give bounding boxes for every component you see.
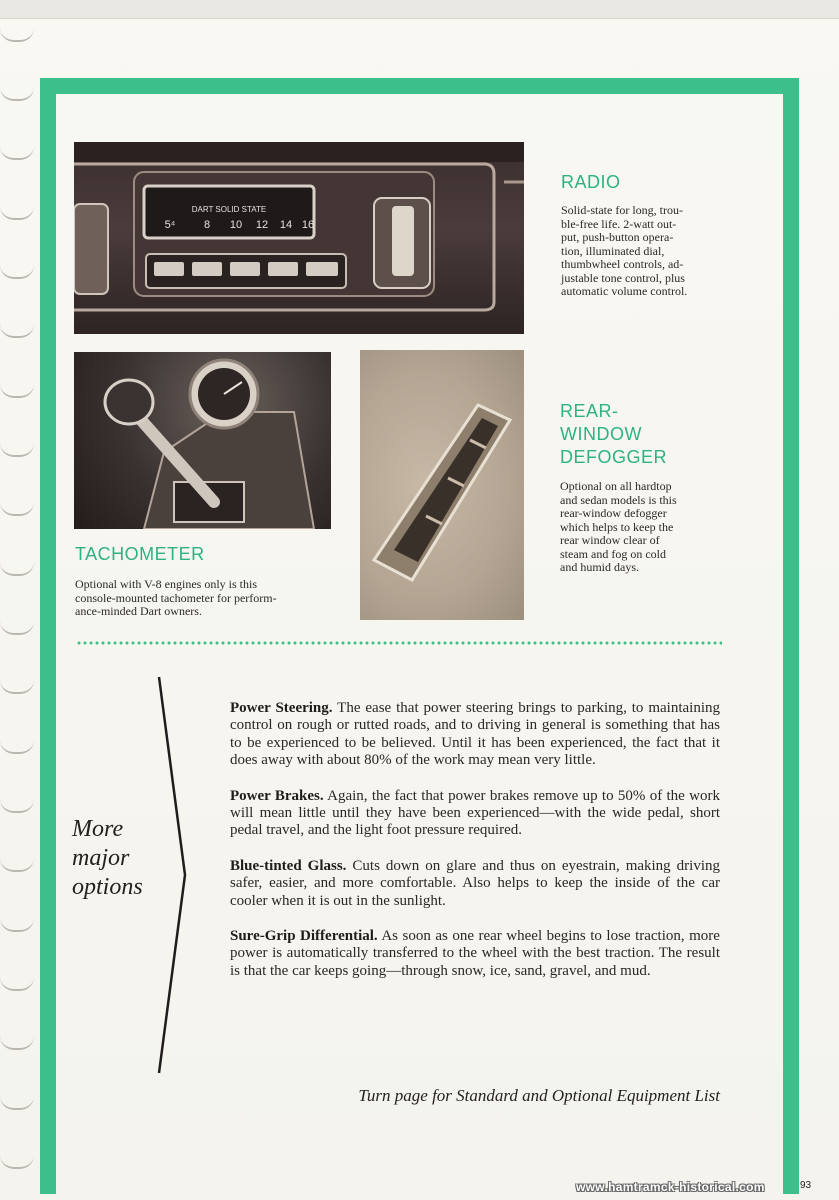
caption-line: Solid-state for long, trou-	[561, 203, 683, 217]
binder-hole	[0, 443, 34, 457]
caption-line: and sedan models is this	[560, 492, 677, 507]
binder-hole	[0, 502, 34, 516]
bracket-chevron	[155, 675, 195, 1075]
heading-line: DEFOGGER	[560, 447, 668, 467]
caption-line: ance-minded Dart owners.	[75, 604, 202, 618]
binder-hole	[0, 858, 34, 872]
option-text: As soon as one rear wheel begins to lose traction, more power is automatically transferred to the wheel with the best traction. The result is that the car keeps going—through snow, ice, sand, gravel, and mud.	[230, 928, 720, 979]
caption-line: Optional on all hardtop	[560, 479, 672, 493]
title-line: More	[72, 816, 124, 842]
top-page-edge	[0, 0, 839, 19]
option-text: Again, the fact that power brakes remove up to 50% of the work will mean little until they have been experienced—with the wide pedal, short pedal travel, and the light foot pressure required.	[230, 787, 720, 839]
heading-line: WINDOW	[560, 424, 642, 444]
binder-hole	[0, 799, 34, 813]
title-line: options	[72, 874, 143, 900]
options-list	[230, 700, 720, 998]
caption-line: put, push-button opera-	[561, 230, 674, 244]
caption-line: Optional with V-8 engines only is this	[75, 577, 258, 591]
dial-number: 14	[279, 219, 293, 231]
radio-photo	[74, 142, 524, 334]
option-paragraph	[230, 928, 720, 980]
heading-line: REAR-	[560, 401, 619, 421]
page-number: 93	[800, 1180, 812, 1191]
dotted-divider	[76, 641, 722, 645]
binder-hole	[0, 384, 34, 398]
binder-hole	[0, 918, 34, 932]
option-name: Power Steering.	[230, 700, 333, 716]
caption-line: ble-free life. 2-watt out-	[561, 216, 677, 231]
binder-hole	[0, 87, 34, 101]
dial-number: 10	[229, 219, 243, 231]
binder-hole	[0, 740, 34, 754]
binder-hole	[0, 562, 34, 576]
option-paragraph	[230, 788, 720, 840]
binder-hole	[0, 28, 34, 42]
defogger-heading	[560, 400, 667, 469]
dial-number: 12	[255, 219, 269, 231]
more-options-title	[72, 815, 162, 902]
radio-heading: RADIO	[561, 172, 621, 192]
turn-page-note: Turn page for Standard and Optional Equipment List	[358, 1086, 720, 1105]
caption-line: which helps to keep the	[560, 519, 674, 534]
binder-hole	[0, 206, 34, 220]
caption-line: console-mounted tachometer for perform-	[75, 590, 277, 605]
binder-hole	[0, 680, 34, 694]
defogger-illustration	[360, 350, 524, 620]
binder-hole	[0, 1155, 34, 1169]
caption-line: automatic volume control.	[561, 284, 688, 298]
dial-number: 16	[301, 219, 315, 231]
defogger-caption	[560, 480, 718, 575]
option-text: Cuts down on glare and thus on eyestrain, making driving safer, easier, and more comfortable. Also helps to keep the inside of the car cooler when it is out in the sunlight.	[230, 857, 721, 909]
watermark: www.hamtramck-historical.com	[576, 1180, 765, 1194]
binder-hole	[0, 146, 34, 160]
binder-hole	[0, 265, 34, 279]
radio-illustration	[74, 142, 524, 334]
defogger-photo	[360, 350, 524, 620]
caption-line: rear-window defogger	[560, 506, 667, 520]
dial-number: 8	[203, 219, 211, 231]
caption-line: tion, illuminated dial,	[561, 243, 665, 258]
option-paragraph	[230, 858, 720, 910]
binder-hole	[0, 977, 34, 991]
option-paragraph	[230, 700, 720, 770]
tachometer-heading: TACHOMETER	[75, 544, 205, 564]
binder-hole	[0, 1096, 34, 1110]
tachometer-illustration	[74, 352, 331, 529]
option-name: Sure-Grip Differential.	[230, 928, 378, 945]
title-line: major	[72, 845, 130, 871]
binder-hole	[0, 324, 34, 338]
tachometer-photo	[74, 352, 331, 529]
caption-line: and humid days.	[560, 560, 639, 574]
tachometer-caption	[75, 578, 331, 619]
dial-number: 5⁴	[164, 219, 176, 231]
radio-caption	[561, 204, 718, 299]
option-text: The ease that power steering brings to parking, to maintaining control on rough or rutted roads, and to driving in general is something that has to be experienced to be believed. Until it has been experienced, the fact that it does away with about 80% of the work may mean very little.	[230, 700, 720, 769]
option-name: Blue-tinted Glass.	[230, 857, 347, 874]
binder-hole	[0, 1036, 34, 1050]
caption-line: justable tone control, plus	[561, 270, 685, 285]
caption-line: thumbwheel controls, ad-	[561, 257, 684, 271]
caption-line: steam and fog on cold	[560, 546, 666, 561]
option-name: Power Brakes.	[230, 787, 324, 804]
caption-line: rear window clear of	[560, 533, 660, 547]
binder-hole	[0, 621, 34, 635]
radio-dial-brand: DART SOLID STATE	[191, 205, 267, 214]
